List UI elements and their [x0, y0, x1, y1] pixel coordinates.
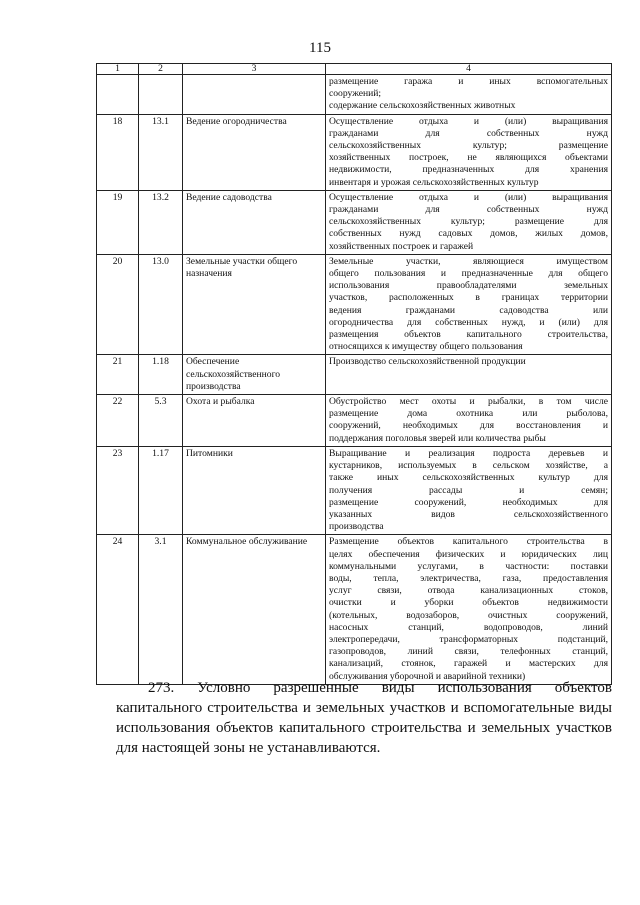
description-line: указанных видов сельскохозяйственного [329, 508, 608, 520]
land-use-description [326, 395, 612, 447]
description-line: размещения объектов капитального строительства, [329, 329, 608, 341]
classification-code: 3.1 [139, 535, 183, 684]
land-use-name: Питомники [183, 446, 326, 534]
description-line: кустарников, используемых в сельском хозяйстве, а [329, 460, 608, 472]
description-line: Осуществление отдыха и (или) выращивания [329, 191, 608, 203]
description-line: сельскохозяйственных культур; размещение для [329, 216, 608, 228]
land-use-description [326, 75, 612, 115]
description-line: Осуществление отдыха и (или) выращивания [329, 115, 608, 127]
description-line: размещение гаража и иных вспомогательных [329, 76, 608, 87]
land-use-name: Ведение садоводства [183, 190, 326, 254]
row-number: 23 [97, 446, 139, 534]
description-line: получения рассады и семян; [329, 484, 608, 496]
description-line: хозяйственных построек, не являющихся объектами [329, 152, 608, 164]
description-line: размещение дома охотника или рыболова, [329, 408, 608, 420]
row-number: 24 [97, 535, 139, 684]
description-line: услуг связи, отвода канализационных стоков, [329, 585, 608, 597]
description-line: очистки и уборки объектов недвижимости [329, 597, 608, 609]
classification-code: 13.1 [139, 114, 183, 190]
description-line: Земельные участки, являющиеся имуществом [329, 255, 608, 267]
description-line: воды, тепла, электричества, газа, предоставления [329, 572, 608, 584]
row-number [97, 75, 139, 115]
description-line: производства [329, 521, 384, 533]
row-number: 19 [97, 190, 139, 254]
land-use-name: Ведение огородничества [183, 114, 326, 190]
header-col-1: 1 [97, 64, 139, 75]
description-line: коммунальными услугами, в частности: поставки [329, 560, 608, 572]
land-use-description [326, 190, 612, 254]
land-use-description [326, 535, 612, 684]
description-line: гражданами для собственных нужд [329, 127, 608, 139]
description-line: хозяйственных построек и гаражей [329, 240, 474, 252]
description-line: также иных сельскохозяйственных культур для [329, 472, 608, 484]
description-line: насосных станций, водопроводов, линий [329, 621, 608, 633]
description-line: ведения гражданами садоводства или [329, 304, 608, 316]
paragraph-line: использования объектов капитального строительства и земельных участков [116, 720, 612, 736]
description-line: общего пользования и предназначенные для общего [329, 268, 608, 280]
description-line: Размещение объектов капитального строительства в [329, 536, 608, 548]
description-line: (котельных, водозаборов, очистных сооружений, [329, 609, 608, 621]
classification-code: 5.3 [139, 395, 183, 447]
description-line: размещение сооружений, необходимых для [329, 496, 608, 508]
table-body [97, 75, 612, 685]
land-use-name [183, 75, 326, 115]
classification-code: 1.17 [139, 446, 183, 534]
land-use-name: Коммунальное обслуживание [183, 535, 326, 684]
paragraph-line: 273. Условно разрешенные виды использования объектов [148, 680, 612, 696]
header-col-2: 2 [139, 64, 183, 75]
table-row [97, 535, 612, 684]
classification-code: 1.18 [139, 355, 183, 395]
description-line: поддержания поголовья зверей или количества рыбы [329, 432, 546, 444]
row-number: 21 [97, 355, 139, 395]
table-row [97, 114, 612, 190]
description-line: целях обеспечения физических и юридических лиц [329, 548, 608, 560]
table-row [97, 395, 612, 447]
description-line: Выращивание и реализация подроста деревьев и [329, 447, 608, 459]
page-number: 115 [309, 40, 331, 56]
description-line: недвижимости, предназначенных для хранения [329, 164, 608, 176]
description-line: Производство сельскохозяйственной продукции [329, 356, 526, 368]
table-header-row [97, 64, 612, 75]
row-number: 22 [97, 395, 139, 447]
classification-code [139, 75, 183, 115]
description-line: огородничества для собственных нужд, и (или) для [329, 316, 608, 328]
header-col-4: 4 [326, 64, 612, 75]
land-use-description [326, 254, 612, 355]
description-line: собственных нужд садовых домов, жилых домов, [329, 228, 608, 240]
table-row [97, 75, 612, 115]
land-use-table [96, 63, 612, 685]
land-use-name: Охота и рыбалка [183, 395, 326, 447]
land-use-name: Земельные участки общего назначения [183, 254, 326, 355]
description-line: сооружений, необходимых для восстановления и [329, 420, 608, 432]
description-line: сельскохозяйственных культур; размещение [329, 140, 608, 152]
description-line: гражданами для собственных нужд [329, 204, 608, 216]
description-line: участков, расположенных в границах территории [329, 292, 608, 304]
description-line: инвентаря и урожая сельскохозяйственных культур [329, 176, 539, 188]
land-use-description [326, 114, 612, 190]
closing-paragraph [116, 678, 612, 758]
header-col-3: 3 [183, 64, 326, 75]
description-line: обслуживания уборочной и аварийной техники) [329, 670, 526, 682]
land-use-description [326, 446, 612, 534]
table-row [97, 190, 612, 254]
description-line: использования правообладателями земельных [329, 280, 608, 292]
classification-code: 13.0 [139, 254, 183, 355]
paragraph-line: капитального строительства и земельных участков и вспомогательные виды [116, 700, 612, 716]
row-number: 20 [97, 254, 139, 355]
land-use-description [326, 355, 612, 395]
description-line: Обустройство мест охоты и рыбалки, в том числе [329, 396, 608, 408]
land-use-name: Обеспечение сельскохозяйственного производства [183, 355, 326, 395]
description-line: содержание сельскохозяйственных животных [329, 100, 516, 112]
description-line: сооружений; [329, 88, 382, 100]
table-row [97, 446, 612, 534]
classification-code: 13.2 [139, 190, 183, 254]
table-row [97, 355, 612, 395]
description-line: газопроводов, линий связи, телефонных станций, [329, 646, 608, 658]
row-number: 18 [97, 114, 139, 190]
paragraph-line: для настоящей зоны не устанавливаются. [116, 740, 381, 756]
description-line: электропередачи, трансформаторных подстанций, [329, 633, 608, 645]
description-line: относящихся к имуществу общего пользования [329, 341, 523, 353]
table-row [97, 254, 612, 355]
description-line: канализаций, стоянок, гаражей и мастерских для [329, 658, 608, 670]
